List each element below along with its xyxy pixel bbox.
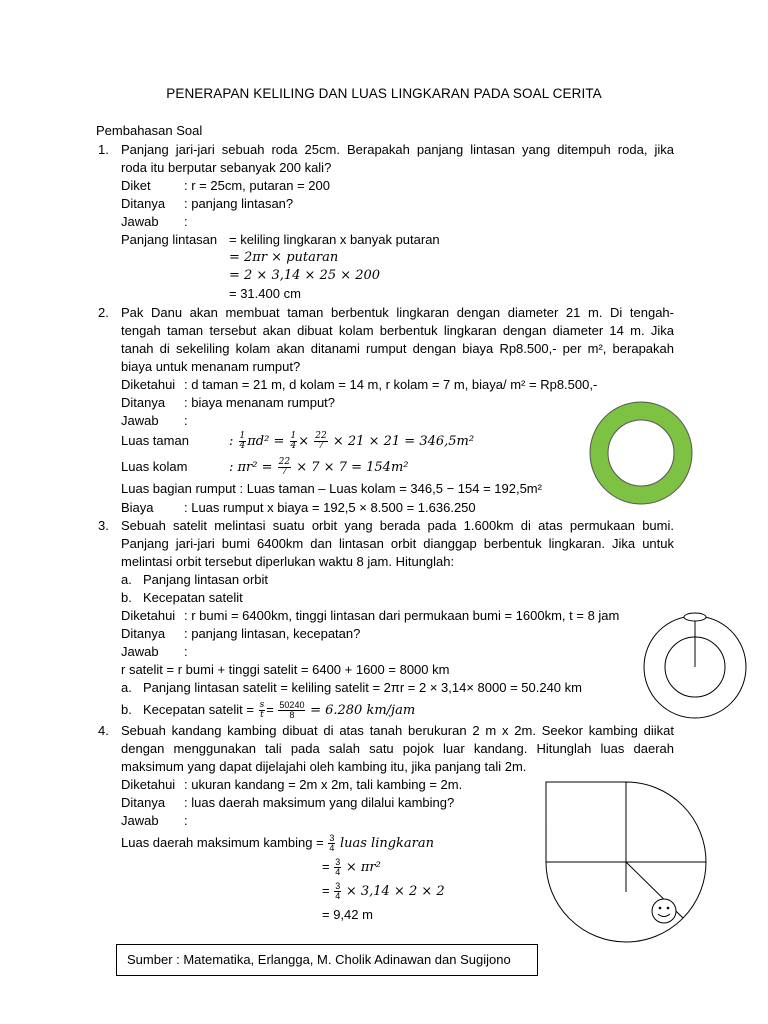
q1-calc-step2: = 2πr × putaran [229,250,339,265]
q2-jawab-colon: : [184,413,188,428]
q4-ditanya-value: : luas daerah maksimum yang dilalui kambing? [184,795,455,810]
q4-calc-step1: Luas daerah maksimum kambing = $\frac{3}{4}$ luas lingkaran [121,833,435,854]
q2-biaya-label: Biaya [121,500,154,515]
q3-opt-b-letter: b. [121,590,132,605]
green-ring-diagram [588,400,694,506]
q4-jawab-colon: : [184,813,188,828]
q2-rumput-line: Luas bagian rumput : Luas taman – Luas kolam = 346,5 − 154 = 192,5m² [121,481,542,496]
q3-ans-a: Panjang lintasan satelit = keliling satelit = 2πr = 2 × 3,14× 8000 = 50.240 km [143,680,582,695]
q4-jawab-label: Jawab [121,813,159,828]
q2-text-line3: tanah di sekeliling kolam akan ditanami rumput dengan biaya Rp8.500,- per m², berapakah [121,341,674,356]
q1-ditanya-value: : panjang lintasan? [184,196,294,211]
q3-diket-label: Diketahui [121,608,176,623]
q3-text-line1: Sebuah satelit melintasi suatu orbit yang berada pada 1.600km di atas permukaan bumi. [121,518,674,533]
q2-kolam-formula: : πr² = $\frac{22}{7}$ × 7 × 7 = 154m² [229,457,409,477]
pen-square [546,782,626,862]
source-box [116,944,538,976]
q3-opt-a: Panjang lintasan orbit [143,572,269,587]
q2-text-line1: Pak Danu akan membuat taman berbentuk lingkaran dengan diameter 21 m. Di tengah- [121,305,674,320]
page-title: PENERAPAN KELILING DAN LUAS LINGKARAN PADA SOAL CERITA [166,86,602,101]
satellite-orbit-diagram [642,612,748,718]
q2-text-line4: biaya untuk menanam rumput? [121,359,301,374]
q1-diket-label: Diket [121,178,151,193]
section-heading: Pembahasan Soal [96,123,203,138]
q3-ans-b: Kecepatan satelit = $\frac{s}{t}$ = $\frac{50240}{8}$ = 6.280 km/jam [143,700,416,721]
q4-text-line1: Sebuah kandang kambing dibuat di atas tanah berukuran 2 m x 2m. Seekor kambing diikat [121,723,674,738]
q2-diket-label: Diketahui [121,377,176,392]
q1-number: 1. [98,142,109,157]
q4-calc-step3: = $\frac{3}{4}$ × 3,14 × 2 × 2 [322,881,445,902]
q3-text-line3: melintasi orbit tersebut diperlukan waktu 8 jam. Hitunglah: [121,554,455,569]
q4-text-line2: dengan menggunakan tali pada salah satu pojok luar kandang. Hitunglah luas daerah [121,741,674,756]
q4-ditanya-label: Ditanya [121,795,166,810]
q1-jawab-label: Jawab [121,214,159,229]
satellite-icon [684,613,706,621]
q1-calc-step1: = keliling lingkaran x banyak putaran [229,232,440,247]
q1-calc-step3: = 2 × 3,14 × 25 × 200 [229,268,381,283]
q4-calc-step4: = 9,42 m [322,907,373,922]
source-text: Sumber : Matematika, Erlangga, M. Cholik Adinawan dan Sugijono [127,952,511,967]
q3-text-line2: Panjang jari-jari bumi 6400km dan lintasan orbit dianggap berbentuk lingkaran. Jika untuk [121,536,674,551]
ring-inner [608,420,674,486]
goat-pen-diagram [540,776,708,932]
q1-calc-step4: = 31.400 cm [229,286,301,301]
q1-diket-value: : r = 25cm, putaran = 200 [184,178,330,193]
q3-r-line: r satelit = r bumi + tinggi satelit = 6400 + 1600 = 8000 km [121,662,450,677]
q1-calc-label: Panjang lintasan [121,232,218,247]
q3-ditanya-label: Ditanya [121,626,166,641]
q2-ditanya-value: : biaya menanam rumput? [184,395,336,410]
q3-ans-a-letter: a. [121,680,132,695]
q2-jawab-label: Jawab [121,413,159,428]
q1-text-line1: Panjang jari-jari sebuah roda 25cm. Berapakah panjang lintasan yang ditempuh roda, jika [121,142,674,157]
q3-jawab-label: Jawab [121,644,159,659]
q4-diket-value: : ukuran kandang = 2m x 2m, tali kambing = 2m. [184,777,463,792]
q3-jawab-colon: : [184,644,188,659]
goat-smiley-icon [652,899,676,923]
q3-number: 3. [98,518,109,533]
q3-opt-a-letter: a. [121,572,132,587]
q2-text-line2: tengah taman tersebut akan dibuat kolam berbentuk lingkaran dengan diameter 14 m. Jika [121,323,674,338]
q2-diket-value: : d taman = 21 m, d kolam = 14 m, r kolam = 7 m, biaya/ m² = Rp8.500,- [184,377,598,392]
q1-jawab-colon: : [184,214,188,229]
q2-taman-formula: : $\frac{1}{4}$ πd² = $\frac{1}{4}$ × $\frac{22}{7}$ × 21 × 21 = 346,5m² [229,431,475,451]
q1-text-line2: roda itu berputar sebanyak 200 kali? [121,160,332,175]
q4-calc-step2: = $\frac{3}{4}$ × πr² [322,857,381,878]
q3-ans-b-letter: b. [121,702,132,717]
q3-ditanya-value: : panjang lintasan, kecepatan? [184,626,361,641]
q2-biaya-value: : Luas rumput x biaya = 192,5 × 8.500 = 1.636.250 [184,500,476,515]
q2-taman-label: Luas taman [121,433,189,448]
q1-ditanya-label: Ditanya [121,196,166,211]
q3-opt-b: Kecepatan satelit [143,590,243,605]
q2-ditanya-label: Ditanya [121,395,166,410]
q4-text-line3: maksimum yang dapat dijelajahi oleh kambing itu, jika panjang tali 2m. [121,759,527,774]
q2-kolam-label: Luas kolam [121,459,188,474]
q4-diket-label: Diketahui [121,777,176,792]
q3-diket-value: : r bumi = 6400km, tinggi lintasan dari permukaan bumi = 1600km, t = 8 jam [184,608,620,623]
q4-number: 4. [98,723,109,738]
q2-number: 2. [98,305,109,320]
